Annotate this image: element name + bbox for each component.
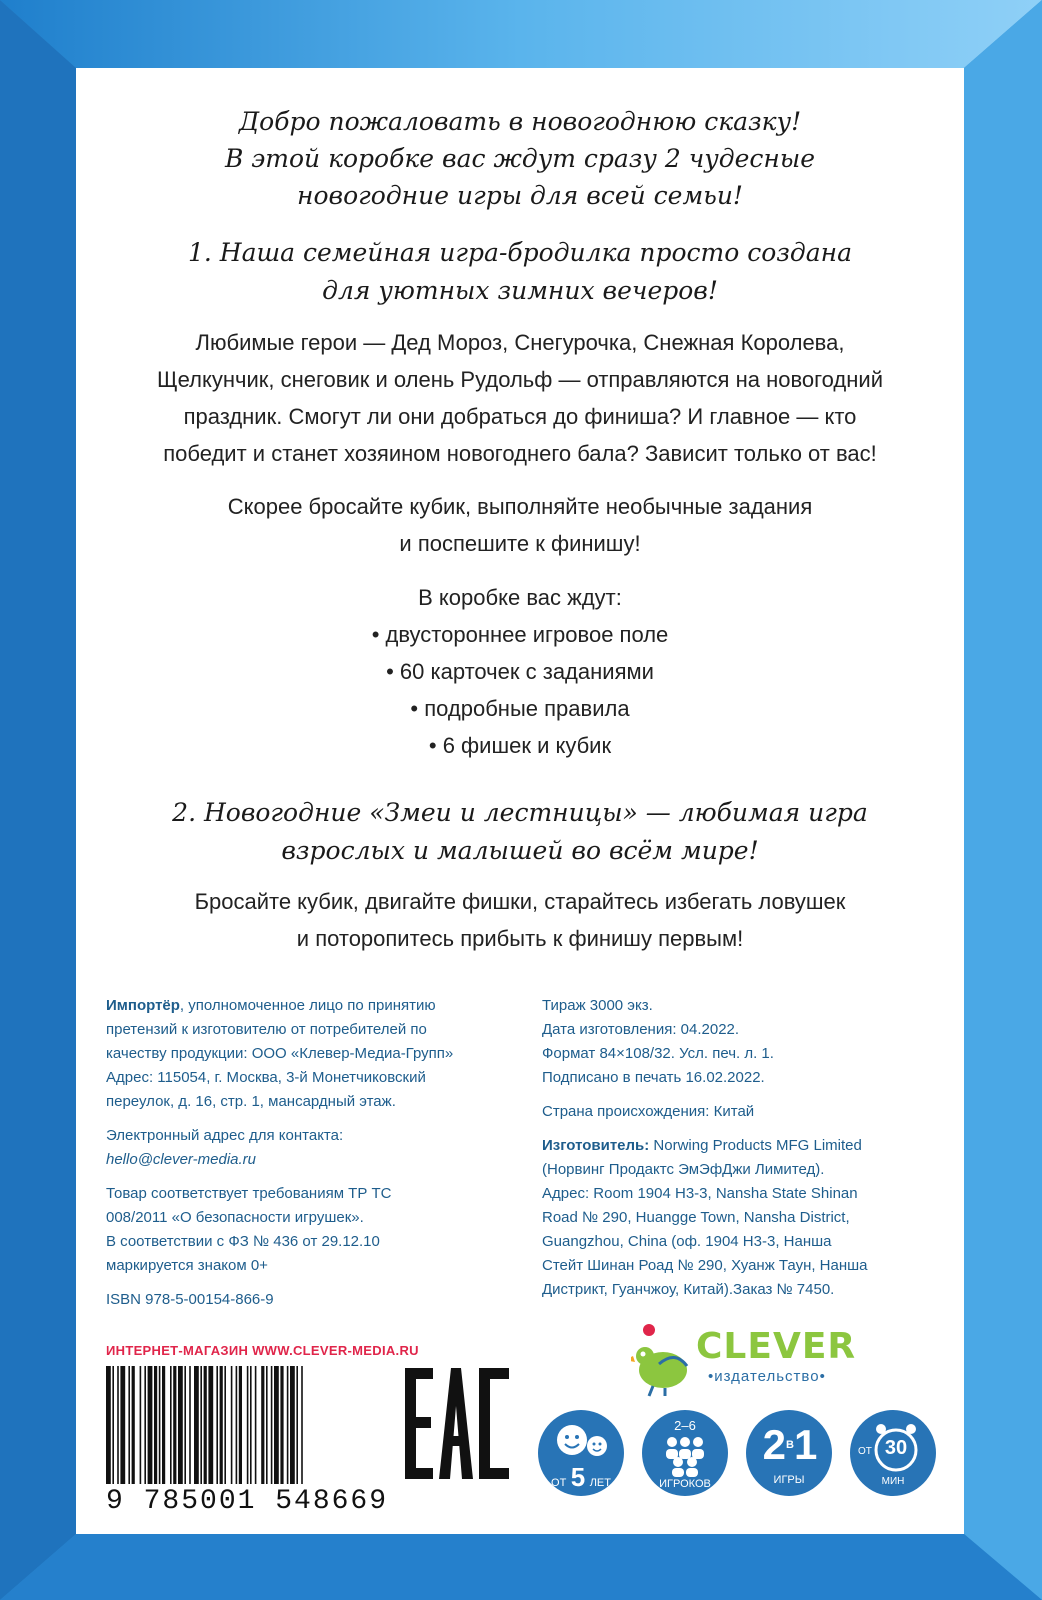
box-item: • 60 карточек с заданиями — [386, 659, 654, 684]
barcode-bar — [112, 1366, 114, 1484]
barcode-bar — [250, 1366, 252, 1484]
barcode-bar — [274, 1366, 279, 1484]
game2-para-line-2: и поторопитесь прибыть к финишу первым! — [296, 926, 744, 951]
box-contents-title: В коробке вас ждут: — [418, 585, 622, 610]
barcode-bar — [247, 1366, 249, 1484]
barcode-bar — [216, 1366, 218, 1484]
box-item: • подробные правила — [410, 696, 630, 721]
time-badge — [850, 1410, 936, 1496]
box-item: • 6 фишек и кубик — [428, 733, 612, 758]
game1-para-line-3: праздник. Смогут ли они добраться до финиша? И главное — кто — [183, 404, 857, 429]
barcode-bar — [239, 1366, 242, 1484]
barcode-bar — [208, 1366, 213, 1484]
barcode-bar — [231, 1366, 233, 1484]
barcode-bar — [200, 1366, 202, 1484]
games-one: 1 — [793, 1421, 818, 1468]
barcode-bar — [128, 1366, 130, 1484]
barcode-bar — [266, 1366, 268, 1484]
game2-heading — [76, 794, 964, 870]
age-unit: ЛЕТ — [589, 1477, 611, 1489]
game1-para-line-4: победит и станет хозяином новогоднего бала? Зависит только от вас! — [163, 441, 877, 466]
barcode-bar — [290, 1366, 295, 1484]
games-badge — [746, 1410, 832, 1496]
game1-cta-line-2: и поспешите к финишу! — [399, 531, 641, 556]
importer-label: Импортёр — [106, 997, 180, 1014]
time-unit: МИН — [881, 1476, 905, 1487]
games-label: ИГРЫ — [773, 1474, 805, 1486]
game1-para-line-2: Щелкунчик, снеговик и олень Рудольф — отправляются на новогодний — [157, 367, 883, 392]
barcode-bar — [120, 1366, 125, 1484]
clever-logo-name: CLEVER — [696, 1326, 857, 1367]
compliance-info: Товар соответствует требованиям ТР ТС 008/2011 «О безопасности игрушек». В соответствии с ФЗ № 436 от 29.12.10 маркируется знаком 0+ — [106, 1185, 392, 1274]
legal-info-right — [542, 994, 942, 1312]
game2-para-line-1: Бросайте кубик, двигайте фишки, старайтесь избегать ловушек — [194, 889, 846, 914]
intro-line-1: Добро пожаловать в новогоднюю сказку! — [238, 107, 802, 136]
box-contents — [76, 579, 964, 764]
barcode-bar — [144, 1366, 146, 1484]
content-panel — [76, 68, 964, 1534]
game2-description — [76, 883, 964, 957]
game2-heading-line-1: 2. Новогодние «Змеи и лестницы» — любимая игра — [172, 798, 868, 827]
barcode-bar — [106, 1366, 111, 1484]
barcode-bar — [236, 1366, 238, 1484]
intro-line-3: новогодние игры для всей семьи! — [297, 181, 743, 210]
game1-heading — [76, 234, 964, 310]
barcode-bar — [148, 1366, 153, 1484]
barcode-bar — [117, 1366, 119, 1484]
barcode-bar — [170, 1366, 172, 1484]
online-shop-url: ИНТЕРНЕТ-МАГАЗИН WWW.CLEVER-MEDIA.RU — [106, 1343, 419, 1358]
players-range: 2–6 — [674, 1418, 696, 1433]
barcode-bar — [204, 1366, 207, 1484]
barcode-bar — [159, 1366, 161, 1484]
game1-heading-line-2: для уютных зимних вечеров! — [322, 276, 718, 305]
game1-call-to-action — [76, 488, 964, 562]
game1-cta-line-1: Скорее бросайте кубик, выполняйте необычные задания — [227, 494, 813, 519]
age-number: 5 — [570, 1462, 586, 1492]
game1-para-line-1: Любимые герои — Дед Мороз, Снегурочка, Снежная Королева, — [195, 330, 845, 355]
barcode-bar — [287, 1366, 289, 1484]
barcode-bar — [280, 1366, 283, 1484]
isbn: ISBN 978-5-00154-866-9 — [106, 1291, 274, 1308]
country-of-origin: Страна происхождения: Китай — [542, 1103, 755, 1120]
intro-line-2: В этой коробке вас ждут сразу 2 чудесные — [224, 144, 816, 173]
game2-heading-line-2: взрослых и малышей во всём мире! — [281, 836, 759, 865]
barcode-bar — [132, 1366, 135, 1484]
manufacturer-label: Изготовитель: — [542, 1137, 650, 1154]
games-in: В — [786, 1439, 794, 1451]
barcode-bar — [261, 1366, 264, 1484]
barcode-bar — [140, 1366, 142, 1484]
contact-info: Электронный адрес для контакта: hello@clever-media.ru — [106, 1127, 344, 1168]
barcode-bar — [173, 1366, 176, 1484]
intro-heading — [76, 103, 964, 214]
games-number: 2 — [762, 1421, 787, 1468]
manufacturer-info: Изготовитель: Norwing Products MFG Limited (Норвинг Продактс ЭмЭфДжи Лимитед). Адрес: Room 1904 H3-3, Nansha State Shinan Road № 290, Huangge Town, Nansha District, Guangzhou, China (оф. 1904 Н3-3, Нанша Стейт Шинан Роад № 290, Хуанж Таун, Нанша Дистрикт, Гуанчжоу, Китай).Заказ № 7450. — [542, 1137, 868, 1298]
players-badge — [642, 1410, 728, 1496]
barcode-bar — [301, 1366, 303, 1484]
players-label: ИГРОКОВ — [659, 1478, 711, 1490]
box-item: • двустороннее игровое поле — [371, 622, 669, 647]
eac-mark-icon — [401, 1366, 511, 1481]
barcode-bar — [154, 1366, 157, 1484]
clever-logo-subtitle: •издательство• — [708, 1368, 826, 1385]
importer-info: Импортёр, уполномоченное лицо по принятию претензий к изготовителю от потребителей по качеству продукции: ООО «Клевер-Медиа-Групп» Адрес: 115054, г. Москва, 3-й Монетчиковский переулок, д. 16, стр. 1, мансардный этаж. — [106, 997, 454, 1110]
barcode-bar — [271, 1366, 273, 1484]
barcode-bar — [255, 1366, 257, 1484]
barcode-bar — [184, 1366, 186, 1484]
legal-info-left — [106, 994, 526, 1322]
barcode-bar — [224, 1366, 226, 1484]
time-from: ОТ — [858, 1446, 872, 1457]
barcode-bar — [220, 1366, 223, 1484]
barcode-bar — [296, 1366, 298, 1484]
barcode-bar — [162, 1366, 165, 1484]
age-badge — [538, 1410, 624, 1496]
time-number: 30 — [884, 1437, 908, 1459]
barcode-bar — [194, 1366, 199, 1484]
barcode-bar — [189, 1366, 191, 1484]
contact-email: hello@clever-media.ru — [106, 1151, 257, 1168]
print-info: Тираж 3000 экз. Дата изготовления: 04.2022. Формат 84×108/32. Усл. печ. л. 1. Подписано в печать 16.02.2022. — [542, 997, 774, 1086]
barcode-bar — [178, 1366, 183, 1484]
game1-heading-line-1: 1. Наша семейная игра-бродилка просто создана — [187, 238, 853, 267]
game1-description — [76, 324, 964, 472]
barcode-digits: 9 785001 548669 — [106, 1486, 389, 1517]
age-from: ОТ — [551, 1477, 567, 1489]
